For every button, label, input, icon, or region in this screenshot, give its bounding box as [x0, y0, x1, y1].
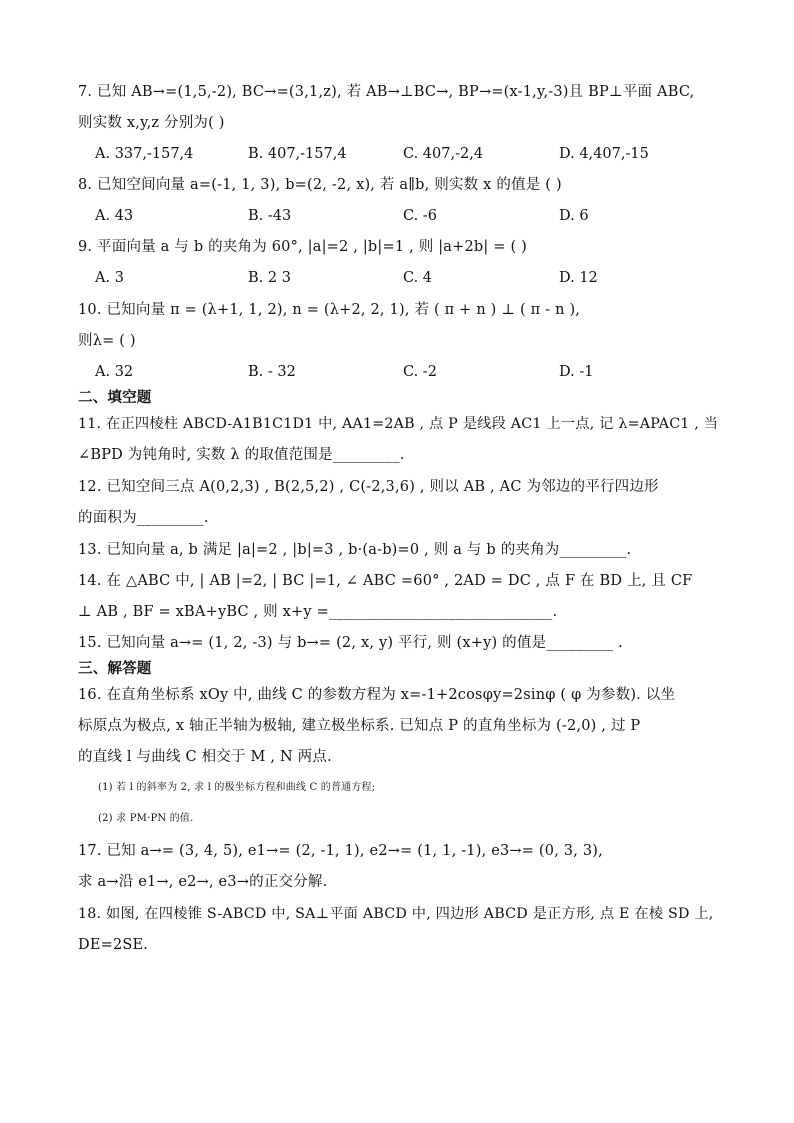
q16-part-1: (1) 若 l 的斜率为 2, 求 l 的极坐标方程和曲线 C 的普通方程; — [98, 782, 376, 793]
q8-option-b: B. -43 — [248, 208, 292, 224]
q16-stem-line3: 的直线 l 与曲线 C 相交于 M , N 两点. — [78, 749, 332, 765]
q17-stem-line2: 求 a→沿 e1→, e2→, e3→的正交分解. — [78, 874, 328, 890]
q10-options — [95, 362, 715, 382]
q7-option-d: D. 4,407,-15 — [559, 146, 649, 162]
q16-stem-line1: 16. 在直角坐标系 xOy 中, 曲线 C 的参数方程为 x=-1+2cosφy=2sinφ ( φ 为参数). 以坐 — [78, 687, 676, 703]
q11-stem-line2: ∠BPD 为钝角时, 实数 λ 的取值范围是_________. — [78, 447, 405, 463]
q18-stem-line2: DE=2SE. — [78, 937, 149, 953]
section-heading-solutions: 三、解答题 — [78, 660, 152, 677]
q14-stem-line1: 14. 在 △ABC 中, | AB |=2, | BC |=1, ∠ ABC =60° , 2AD = DC , 点 F 在 BD 上, 且 CF — [78, 573, 693, 589]
q15-stem: 15. 已知向量 a→= (1, 2, -3) 与 b→= (2, x, y) 平行, 则 (x+y) 的值是_________ . — [78, 635, 623, 651]
q7-option-a: A. 337,-157,4 — [95, 146, 194, 162]
q9-option-b: B. 2 3 — [248, 270, 291, 286]
q7-option-c: C. 407,-2,4 — [403, 146, 484, 162]
q8-stem: 8. 已知空间向量 a=(-1, 1, 3), b=(2, -2, x), 若 a∥b, 则实数 x 的值是 ( ) — [78, 177, 562, 193]
q12-stem-line1: 12. 已知空间三点 A(0,2,3) , B(2,5,2) , C(-2,3,6) , 则以 AB , AC 为邻边的平行四边形 — [78, 479, 659, 495]
q9-options — [95, 268, 715, 288]
q14-stem-line2: ⊥ AB , BF = xBA+yBC , 则 x+y =______________________________. — [78, 604, 558, 620]
section-heading-fill-in: 二、填空题 — [78, 389, 152, 406]
q7-stem-line2: 则实数 x,y,z 分别为( ) — [78, 115, 225, 131]
q10-option-c: C. -2 — [403, 364, 437, 380]
q16-stem-line2: 标原点为极点, x 轴正半轴为极轴, 建立极坐标系. 已知点 P 的直角坐标为 (-2,0) , 过 P — [78, 718, 641, 734]
q17-stem-line1: 17. 已知 a→= (3, 4, 5), e1→= (2, -1, 1), e2→= (1, 1, -1), e3→= (0, 3, 3), — [78, 843, 603, 859]
q8-option-c: C. -6 — [403, 208, 437, 224]
q9-option-c: C. 4 — [403, 270, 433, 286]
q8-option-a: A. 43 — [95, 208, 134, 224]
q11-stem-line1: 11. 在正四棱柱 ABCD-A1B1C1D1 中, AA1=2AB , 点 P 是线段 AC1 上一点, 记 λ=APAC1 , 当 — [78, 416, 719, 432]
q9-option-a: A. 3 — [95, 270, 124, 286]
q7-option-b: B. 407,-157,4 — [248, 146, 347, 162]
q9-option-d: D. 12 — [559, 270, 598, 286]
q13-stem: 13. 已知向量 a, b 满足 |a|=2 , |b|=3 , b·(a-b)=0 , 则 a 与 b 的夹角为_________. — [78, 542, 632, 558]
q8-options — [95, 206, 715, 226]
q10-option-a: A. 32 — [95, 364, 134, 380]
q8-option-d: D. 6 — [559, 208, 589, 224]
q18-stem-line1: 18. 如图, 在四棱锥 S-ABCD 中, SA⊥平面 ABCD 中, 四边形 ABCD 是正方形, 点 E 在棱 SD 上, — [78, 906, 714, 922]
q16-part-2: (2) 求 PM·PN 的值. — [98, 813, 194, 824]
q9-stem: 9. 平面向量 a 与 b 的夹角为 60°, |a|=2 , |b|=1 , 则 |a+2b| = ( ) — [78, 239, 527, 255]
q7-stem-line1: 7. 已知 AB→=(1,5,-2), BC→=(3,1,z), 若 AB→⊥BC→, BP→=(x-1,y,-3)且 BP⊥平面 ABC, — [78, 84, 695, 100]
q10-stem-line2: 则λ= ( ) — [78, 333, 136, 349]
q10-option-d: D. -1 — [559, 364, 594, 380]
q12-stem-line2: 的面积为_________. — [78, 510, 209, 526]
q10-stem-line1: 10. 已知向量 π = (λ+1, 1, 2), n = (λ+2, 2, 1), 若 ( π + n ) ⊥ ( π - n ), — [78, 302, 581, 318]
q7-options — [95, 144, 715, 164]
q10-option-b: B. - 32 — [248, 364, 296, 380]
